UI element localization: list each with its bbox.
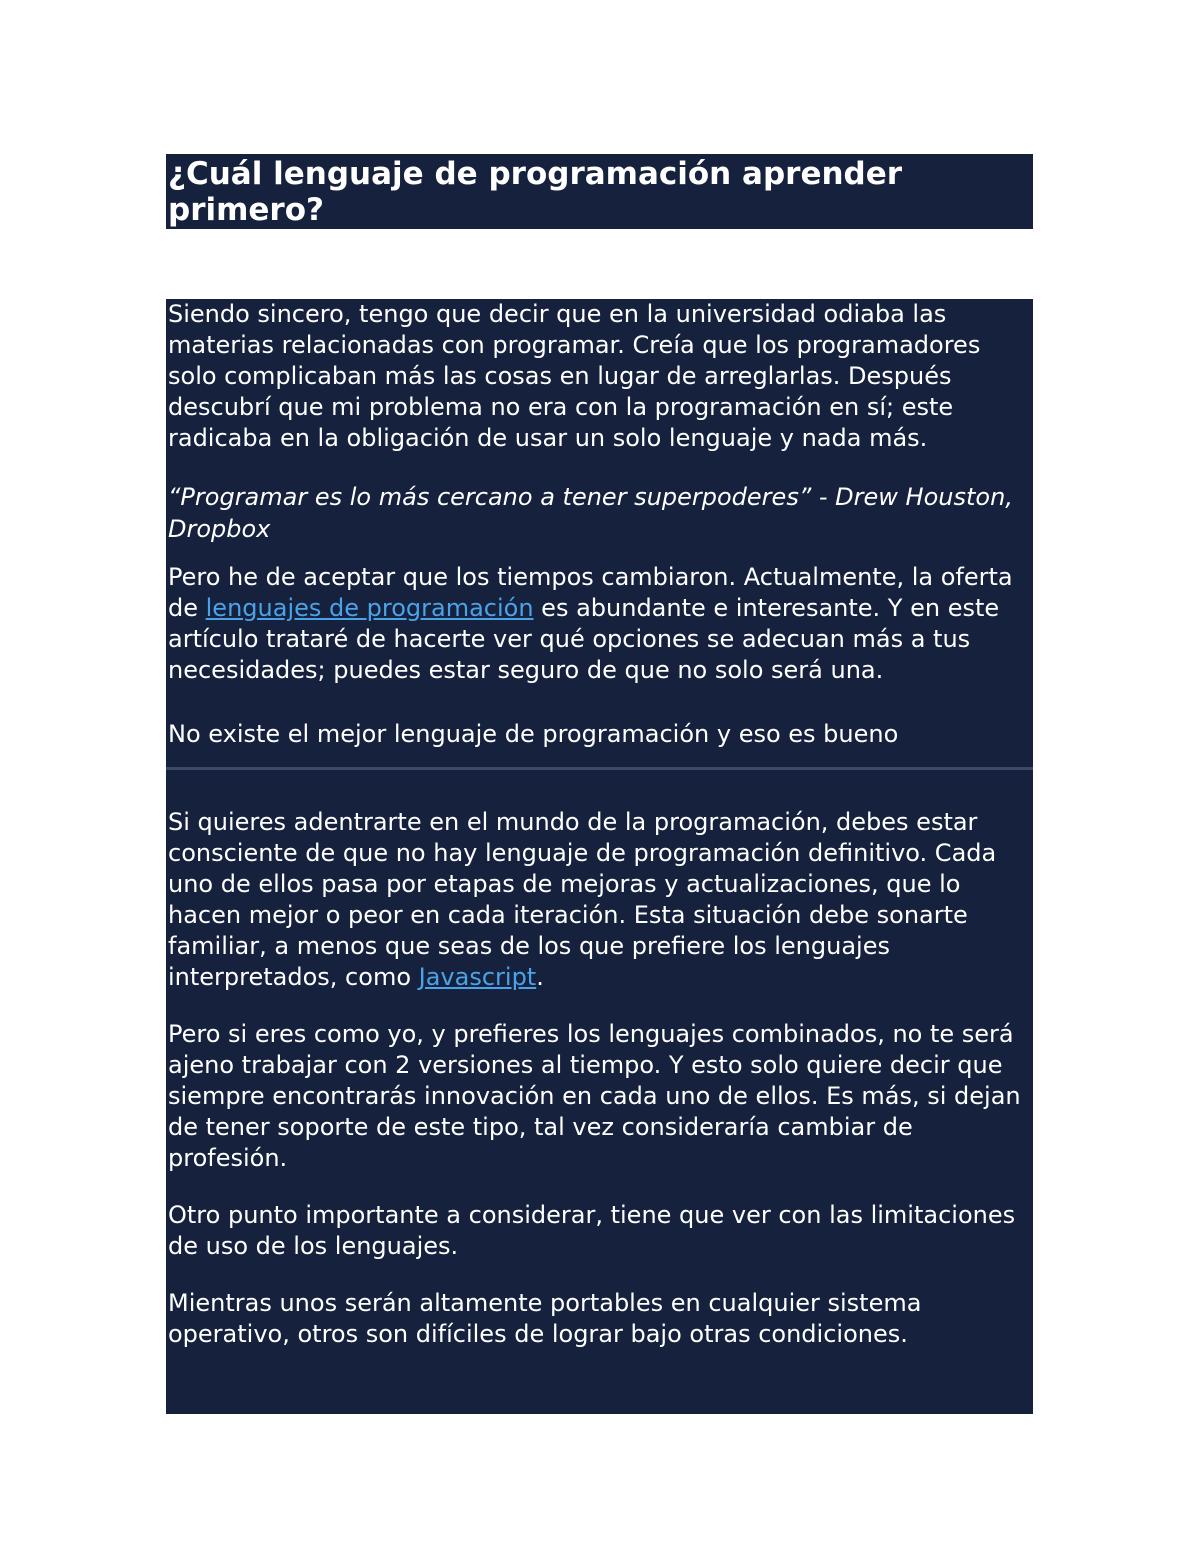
divider <box>166 767 1033 770</box>
title-block <box>166 154 1033 229</box>
quote: “Programar es lo más cercano a tener superpoderes” - Drew Houston, Dropbox <box>168 483 1013 543</box>
paragraph-text: Pero he de aceptar que los tiempos cambiaron. Actualmente, la oferta de <box>168 563 1013 622</box>
paragraph-text: Si quieres adentrarte en el mundo de la programación, debes estar consciente de que no hay lenguaje de programación definitivo. Cada uno de ellos pasa por etapas de mejoras y actualizaciones, que lo hacen mejor o peor en cada iteración. Esta situación debe sonarte familiar, a menos que seas de los que prefiere los lenguajes interpretados, como <box>168 808 997 991</box>
javascript-link[interactable]: Javascript <box>418 963 537 991</box>
paragraph-limitations: Otro punto importante a considerar, tiene que ver con las limitaciones de uso de los lenguajes. <box>168 1201 1016 1260</box>
paragraph-portability: Mientras unos serán altamente portables en cualquier sistema operativo, otros son difíciles de lograr bajo otras condiciones. <box>168 1289 922 1348</box>
paragraph-combined-languages: Pero si eres como yo, y prefieres los lenguajes combinados, no te será ajeno trabajar con 2 versiones al tiempo. Y esto solo quiere decir que siempre encontrarás innovación en cada uno de ellos. Es más, si dejan de tener soporte de este tipo, tal vez consideraría cambiar de profesión. <box>168 1020 1021 1172</box>
paragraph-text: es abundante e interesante. Y en este artículo trataré de hacerte ver qué opciones se adecuan más a tus necesidades; puedes estar seguro de que no solo será una. <box>168 594 1000 684</box>
paragraph-text: . <box>536 963 544 991</box>
intro-paragraph: Siendo sincero, tengo que decir que en la universidad odiaba las materias relacionadas con programar. Creía que los programadores solo complicaban más las cosas en lugar de arreglarlas. Después descubrí que mi problema no era con la programación en sí; este radicaba en la obligación de usar un solo lenguaje y nada más. <box>168 300 981 452</box>
paragraph-no-definitive <box>168 807 1031 993</box>
page-title: ¿Cuál lenguaje de programación aprender primero? <box>168 156 903 228</box>
section-subheading: No existe el mejor lenguaje de programación y eso es bueno <box>168 720 899 748</box>
languages-link[interactable]: lenguajes de programación <box>205 594 534 622</box>
article-body <box>166 299 1033 1414</box>
paragraph-languages-offer <box>168 562 1031 686</box>
